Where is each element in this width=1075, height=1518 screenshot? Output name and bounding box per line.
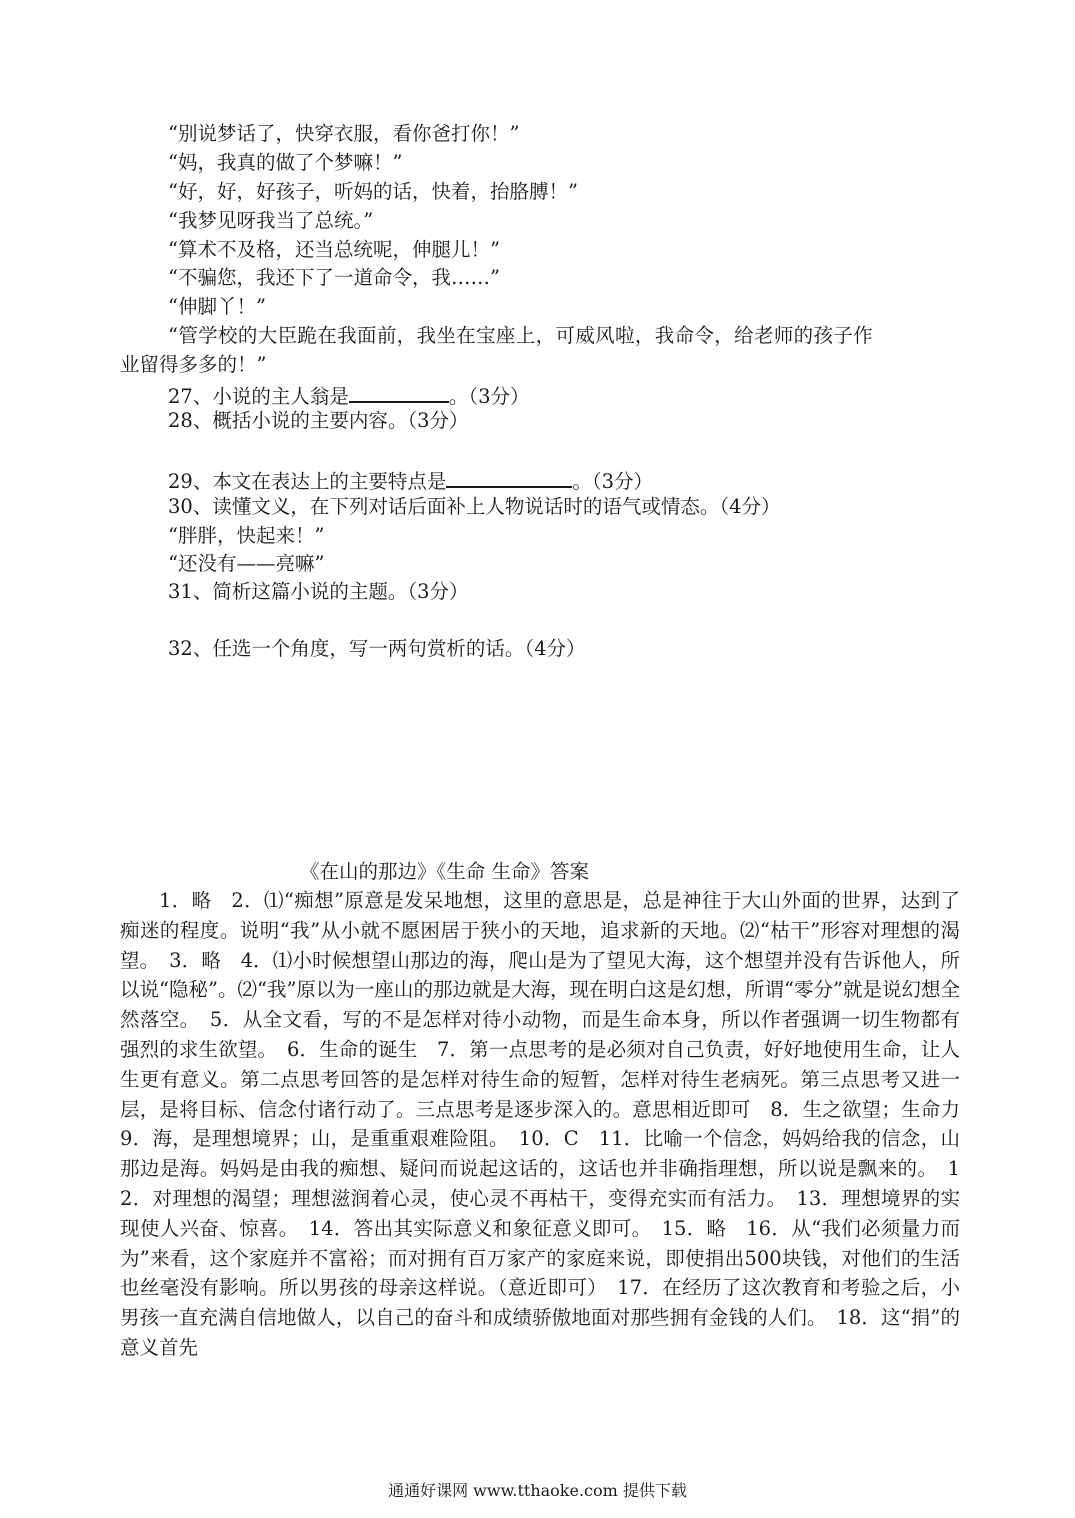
story-paragraph-line: 业留得多多的！”: [120, 353, 267, 376]
question-29-score: 。（3分）: [572, 470, 653, 493]
question-30-quote: “还没有——亮嘛”: [168, 552, 325, 575]
question-31: 31、简析这篇小说的主题。（3分）: [168, 580, 469, 603]
question-32: 32、任选一个角度，写一两句赏析的话。（4分）: [168, 637, 586, 660]
answer-blank: [349, 383, 449, 403]
question-27-score: 。（3分）: [448, 385, 530, 408]
answer-key-body: 1．略 2．⑴“痴想”原意是发呆地想，这里的意思是，总是神往于大山外面的世界，达到了痴迷的程度。说明“我”从小就不愿困居于狭小的天地，追求新的天地。⑵“枯干”形容对理想的渴望。 3．略 4．⑴小时候想望山那边的海，爬山是为了望见大海，这个想望并没有告诉他人，所以说“隐秘”。⑵“我”原以为一座山的那边就是大海，现在明白这是幻想，所谓“零分”就是说幻想全然落空。 5．从全文看，写的不是怎样对待小动物，而是生命本身，所以作者强调一切生物都有强烈的求生欲望。 6．生命的诞生 7．第一点思考的是必须对自己负责，好好地使用生命，让人生更有意义。第二点思考回答的是怎样对待生命的短暂，怎样对待生老病死。第三点思考又进一层，是将目标、信念付诸行动了。三点思考是逐步深入的。意思相近即可 8．生之欲望；生命力 9．海，是理想境界；山，是重重艰难险阻。 10．C 11．比喻一个信念，妈妈给我的信念，山那边是海。妈妈是由我的痴想、疑问而说起这话的，这话也并非确指理想，所以说是飘来的。 12．对理想的渴望；理想滋润着心灵，使心灵不再枯干，变得充实而有活力。 13．理想境界的实现使人兴奋、惊喜。 14．答出其实际意义和象征意义即可。 15．略 16．从“我们必须量力而为”来看，这个家庭并不富裕；而对拥有百万家产的家庭来说，即使捐出500块钱，对他们的生活也丝毫没有影响。所以男孩的母亲这样说。（意近即可） 17．在经历了这次教育和考验之后，小男孩一直充满自信地做人，以自己的奋斗和成绩骄傲地面对那些拥有金钱的人们。 18．这“捐”的意义首先: [120, 889, 980, 1359]
answer-key-title: 《在山的那边》《生命 生命》答案: [300, 860, 589, 883]
page-footer: 通通好课网 www.tthaoke.com 提供下载: [388, 1481, 687, 1500]
question-29-text: 29、本文在表达上的主要特点是: [168, 470, 447, 493]
dialogue-line: “好，好，好孩子，听妈的话，快着，抬胳膊！”: [168, 180, 578, 203]
question-27-text: 27、小说的主人翁是: [168, 385, 349, 408]
question-30-quote: “胖胖，快起来！”: [168, 524, 325, 547]
question-30: 30、读懂文义，在下列对话后面补上人物说话时的语气或情态。（4分）: [168, 495, 781, 518]
dialogue-line: “不骗您，我还下了一道命令，我……”: [168, 266, 500, 289]
question-29: [168, 468, 653, 492]
question-28: 28、概括小说的主要内容。（3分）: [168, 409, 469, 432]
dialogue-line: “我梦见呀我当了总统。”: [168, 209, 374, 232]
dialogue-line: “算术不及格，还当总统呢，伸腿儿！”: [168, 238, 500, 261]
story-paragraph-line: “管学校的大臣跪在我面前，我坐在宝座上，可威风啦，我命令，给老师的孩子作: [168, 324, 874, 347]
answer-blank: [446, 468, 572, 488]
dialogue-line: “妈，我真的做了个梦嘛！”: [168, 151, 403, 174]
question-27: [168, 383, 530, 407]
dialogue-line: “伸脚丫！”: [168, 295, 266, 318]
dialogue-line: “别说梦话了，快穿衣服，看你爸打你！”: [168, 122, 520, 145]
